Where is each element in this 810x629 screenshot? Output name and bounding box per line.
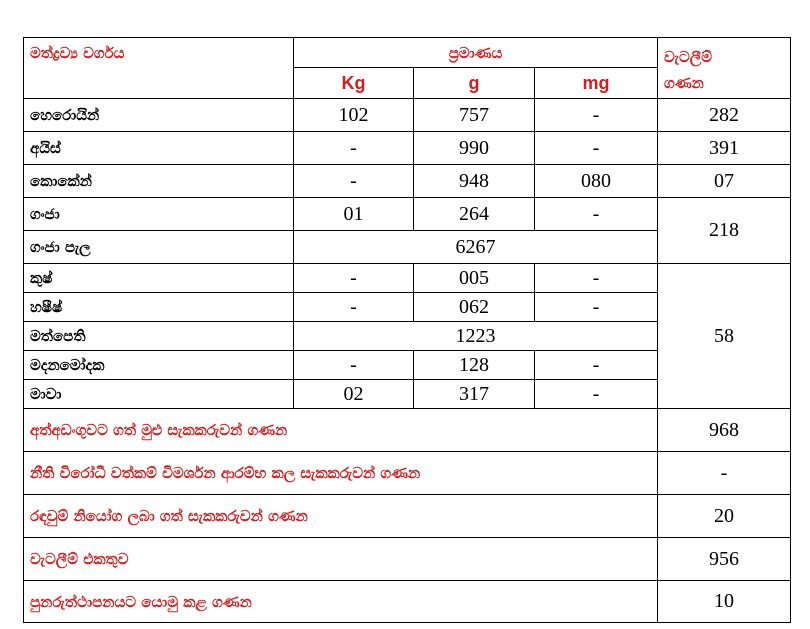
g-value: 062 bbox=[414, 293, 535, 322]
mg-value: - bbox=[535, 293, 658, 322]
drug-name: මත්පෙති bbox=[24, 322, 294, 351]
drug-name: කුෂ් bbox=[24, 264, 294, 293]
header-quantity: ප්‍රමාණය bbox=[294, 38, 658, 68]
raid-count: 07 bbox=[658, 165, 791, 198]
g-value: 317 bbox=[414, 380, 535, 409]
summary-value: - bbox=[658, 452, 791, 495]
summary-label: රඳවුම් නියෝග ලබා ගත් සැකකරුවන් ගණන bbox=[24, 495, 658, 538]
drug-name: හෂීෂ් bbox=[24, 293, 294, 322]
drug-name: හෙරොයින් bbox=[24, 99, 294, 132]
summary-row-total-raids bbox=[24, 538, 791, 581]
pill-count-value: 1223 bbox=[294, 322, 658, 351]
row-kush bbox=[24, 264, 791, 293]
mg-value: 080 bbox=[535, 165, 658, 198]
header-unit-mg: mg bbox=[535, 68, 658, 99]
summary-label: වැටලීම් එකතුව bbox=[24, 538, 658, 581]
summary-label: පුනරුත්ථාපනයට යොමු කළ ගණන bbox=[24, 581, 658, 623]
kg-value: - bbox=[294, 264, 414, 293]
summary-row-asset-investigations bbox=[24, 452, 791, 495]
summary-label: නීති විරෝධී වත්කම් විමර්ශන ආරම්භ කල සැකකරුවන් ගණන bbox=[24, 452, 658, 495]
kg-value: - bbox=[294, 351, 414, 380]
kg-value: 02 bbox=[294, 380, 414, 409]
g-value: 005 bbox=[414, 264, 535, 293]
row-ice bbox=[24, 132, 791, 165]
kg-value: - bbox=[294, 293, 414, 322]
header-raid-count bbox=[658, 38, 791, 99]
kg-value: - bbox=[294, 132, 414, 165]
mg-value: - bbox=[535, 351, 658, 380]
kg-value: 102 bbox=[294, 99, 414, 132]
header-unit-g: g bbox=[414, 68, 535, 99]
summary-label: අත්අඩංගුවට ගත් මුළු සැකකරුවන් ගණන bbox=[24, 409, 658, 452]
raid-count-other-group: 58 bbox=[658, 264, 791, 409]
summary-row-rehabilitation bbox=[24, 581, 791, 623]
row-ganja bbox=[24, 198, 791, 231]
summary-value: 20 bbox=[658, 495, 791, 538]
summary-row-total-arrests bbox=[24, 409, 791, 452]
g-value: 264 bbox=[414, 198, 535, 231]
drug-name: ගංජා bbox=[24, 198, 294, 231]
g-value: 757 bbox=[414, 99, 535, 132]
mg-value: - bbox=[535, 132, 658, 165]
drug-name: මාවා bbox=[24, 380, 294, 409]
mg-value: - bbox=[535, 264, 658, 293]
mg-value: - bbox=[535, 380, 658, 409]
plant-count-value: 6267 bbox=[294, 231, 658, 264]
summary-value: 968 bbox=[658, 409, 791, 452]
drug-name: මදනමෝදක bbox=[24, 351, 294, 380]
raid-count-ganja-group: 218 bbox=[658, 198, 791, 264]
header-unit-kg: Kg bbox=[294, 68, 414, 99]
header-raid-count-line1: වැටලීම් bbox=[664, 48, 712, 66]
row-heroin bbox=[24, 99, 791, 132]
kg-value: 01 bbox=[294, 198, 414, 231]
summary-value: 10 bbox=[658, 581, 791, 623]
header-drug-category: මත්ද්‍රව්‍ය වර්ගය bbox=[24, 38, 294, 99]
kg-value: - bbox=[294, 165, 414, 198]
g-value: 128 bbox=[414, 351, 535, 380]
summary-value: 956 bbox=[658, 538, 791, 581]
summary-row-detention-orders bbox=[24, 495, 791, 538]
mg-value: - bbox=[535, 99, 658, 132]
g-value: 990 bbox=[414, 132, 535, 165]
g-value: 948 bbox=[414, 165, 535, 198]
row-cocaine bbox=[24, 165, 791, 198]
drug-seizure-table bbox=[23, 37, 791, 623]
header-raid-count-line2: ගණන bbox=[664, 74, 704, 92]
mg-value: - bbox=[535, 198, 658, 231]
drug-name: කොකේන් bbox=[24, 165, 294, 198]
raid-count: 282 bbox=[658, 99, 791, 132]
raid-count: 391 bbox=[658, 132, 791, 165]
drug-name: අයිස් bbox=[24, 132, 294, 165]
drug-name: ගංජා පැල bbox=[24, 231, 294, 264]
